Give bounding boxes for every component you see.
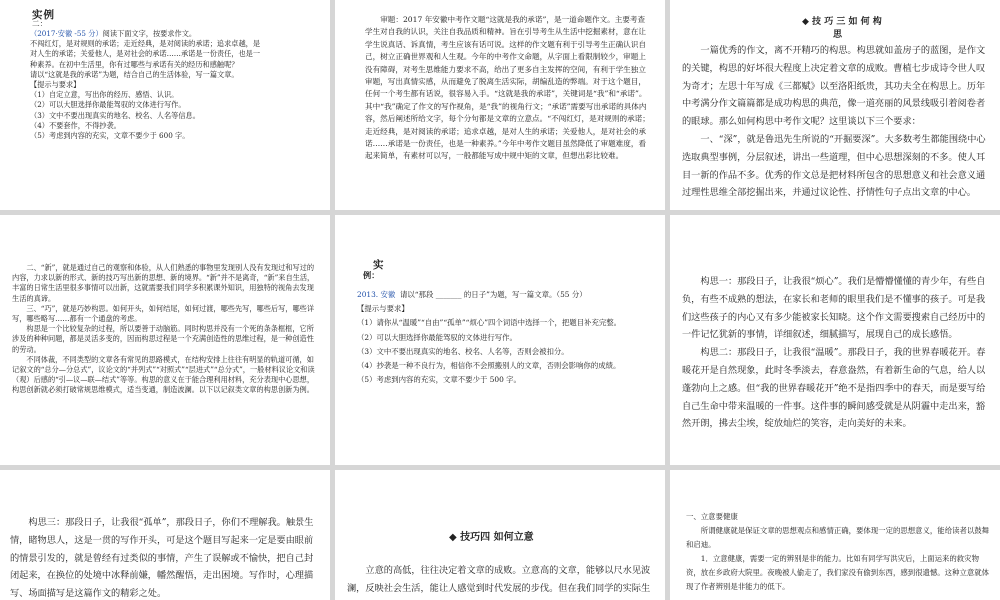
page-5-heading-2: 例： [363, 270, 380, 280]
page-4-paragraph: 不同体裁，不同类型的文章各有常见的思路模式，在结构安排上往往有明显的轨道可循，如记叙文的“总分—分总式”，议论文的“并列式”“对照式”“层进式”“总分式”，一般材料议论文和读（观）后感的“引—议—联—结式”等等。构思的意义在于能合理利用材料，充分表现中心思想，构思创新就必须打破常规思维模式，适当变通，制造波澜。以下以记叙类文章的构思创新为例。 [12, 354, 315, 395]
page-1-source: （2017·安徽 -55 分） [30, 29, 103, 38]
page-8 [335, 470, 665, 600]
page-1-tip: （5）考虑到内容的充实，文章不要少于 600 字。 [30, 131, 190, 141]
page-1 [0, 0, 330, 210]
page-6-paragraph: 构思一：那段日子，让我很“烦心”。我们是懵懵懂懂的青少年，有些自负，有些不成熟的想法，在家长和老师的眼里我们是不懂事的孩子。可是我们这些孩子的内心又有多少能被家长知晓。这个作文需要搜索自己经历中的一件记忆犹新的事情，详细叙述，细腻描写，展现自己的成长感悟。 [682, 276, 986, 341]
page-8-paragraph: 立意的高低，往往决定着文章的成败。立意高的文章，能够以尺水见波澜，反映社会生活，能让人感觉到时代发展的步伐。但在我们同学的实际生 [347, 565, 651, 594]
page-3-paragraph: 一篇优秀的作文，离不开精巧的构思。构思就如盖房子的蓝图，是作文的关键，构思的好坏很大程度上决定着文章的成败。曹植七步成诗令世人叹为奇才；左思十年写成《三都赋》以至洛阳纸贵，其功夫全在构思上。历年中考满分作文篇篇都是成功构思的典范，像一道亮丽的风景线吸引着阅卷者的眼球。那么如何构思中考作文呢？这里谈以下三个要求： [682, 45, 986, 128]
page-1-heading: 实例 [32, 9, 55, 21]
page-6 [670, 215, 1000, 465]
page-1-tip: （4）不要套作，不得抄袭。 [30, 120, 121, 130]
page-5 [335, 215, 665, 465]
page-4-paragraph: 二、“新”，就是通过自己的观察和体验，从人们熟悉的事物里发现别人没有发现过和写过的内容，力求以新的形式、新的技巧写出新的思想、新的境界。“新”并不是离奇，“新”来自生活，丰富的日常生活里很多事情可以出新，这就需要我们同学多积累课外知识，用独特的视角去发现生活的真谛。 [12, 263, 315, 303]
page-5-tip: （4）抄袭是一种不良行为，相信你不会照搬别人的文章，否则会影响你的成绩。 [357, 361, 621, 371]
page-1-tip: （3）文中不要出现真实的地名、校名、人名等信息。 [30, 110, 200, 120]
page-1-heading-2: 二： [32, 19, 48, 28]
page-5-tip: （2）可以大胆选择你最能驾驭的文体进行写作。 [357, 332, 517, 342]
page-5-tips-title: 【提示与要求】 [357, 304, 409, 314]
page-9-paragraph: 1．立意健康，需要一定的辨别是非的能力。比如有同学写洪灾后，上面运来的救灾物资，放在乡政府大院里。夜晚被人偷走了，我们家没有偷到东西，感到很遗憾。这种立意就体现了作者辨别是非能力的低下。 [686, 554, 990, 591]
page-3-paragraph: 一、“深”，就是鲁迅先生所说的“开掘要深”。大多数考生都能围绕中心选取典型事例，分层叙述，讲出一些道理，但中心思想深刻的不多。使人耳目一新的作品不多。优秀的作文总是把材料所包含的思想意义和社会意义通过理性思维全部挖掘出来，并通过议论性、抒情性句子点出文章的中心。 [682, 133, 986, 199]
page-5-prompt: 请以“那段 _______ 的日子”为题，写一篇文章。（55 分） [400, 290, 587, 299]
page-1-tip: （1）自定立意，写出你的经历、感悟、认识。 [30, 90, 179, 100]
page-9 [670, 470, 1000, 600]
page-1-tip: （2）可以大胆选择你最能驾驭的文体进行写作。 [30, 100, 186, 110]
page-1-tips-title: 【提示与要求】 [30, 80, 81, 90]
page-5-source: 2013. 安徽 [357, 290, 396, 299]
page-5-tip: （1）请你从“温暖”“自由”“孤单”“烦心”四个词语中选择一个，把题目补充完整。 [357, 318, 622, 328]
page-3 [670, 0, 1000, 210]
page-7-paragraph: 构思三：那段日子，让我很“孤单”，那段日子，你们不理解我。触景生情，睹物思人，这是一贯的写作开头，可是这个题目写起来一定是要由眼前的情景引发的，就是曾经有过类似的事情，产生了误解或不愉快，把自己封闭起来，在换位的处境中冰释前嫌，幡然醒悟，走出困境。写作时，心理描写、场面描写是这篇作文的精彩之处。 [10, 517, 314, 600]
page-9-title: 一、立意要健康 [686, 512, 738, 521]
page-1-body-line: 不闯红灯，是对规则的承诺；走近经典，是对阅读的承诺；追求卓越，是 [30, 39, 261, 49]
page-5-tip: （5）考虑到内容的充实，文章不要少于 500 字。 [357, 375, 521, 385]
page-2 [335, 0, 665, 210]
page-1-body-line: 对人生的承诺；关爱他人，是对社会的承诺……承诺是一份责任，也是一 [30, 49, 261, 59]
page-8-title: ◆ 技巧四 如何立意 [449, 532, 534, 543]
page-4-paragraph: 构思是一个比较复杂的过程，所以要善于动脑筋。同时构思并没有一个死的条条框框，它所涉及的种种问题，都是灵活多变的，因而构思过程是一个充满创造性的思维过程，是一种创造性的劳动。 [12, 324, 314, 354]
page-2-paragraph: 审题：2017 年安徽中考作文题“这就是我的承诺”，是一道命题作文。主要考查学生对自我的认识，关注自我品质和精神。旨在引导考生从生活中挖掘素材，意在让学生说真话、诉真情，考生应该有话可说。这样的作文题有利于引导考生正确认识自己，树立正确世界观和人生观。今年的中考作文命题，从字面上看限制较少，审题上没有障碍，对考生思维能力要求不高，给出了更多自主发挥的空间，有利于学生独立审题，写出真情实感，从而避免了脱离生活实际，胡编乱造的弊端。对于这个题目，任何一个考生都有话说，很容易入手。“这就是我的承诺”，关键词是“我”和“承诺”。其中“我”确定了作文的写作视角，是“我”的视角行文；“承诺”需要写出承诺的具体内容，然后阐述所给文字，每个分句都是文章的立意点。“不闯红灯，是对规则的承诺；走近经典，是对阅读的承诺；追求卓越，是对人生的承诺；关爱他人，是对社会的承诺……承诺是一份责任，也是一种素养。”今年中考作文题目虽然降低了审题难度，看起来简单，有素材可以写，一般都能写成中规中矩的文章，但想出彩比较难。 [365, 15, 650, 161]
page-3-title-2: 思 [833, 30, 843, 40]
page-7 [0, 470, 330, 600]
page-1-body-line: 请以“这就是我的承诺”为题，结合自己的生活体验，写一篇文章。 [30, 69, 239, 79]
page-1-body-line: 种素养。在初中生活里，你有过哪些与承诺有关的经历和感触呢？ [30, 59, 239, 69]
page-6-paragraph: 构思二：那段日子，让我很“温暖”。那段日子，我的世界春暖花开。春暖花开是自然现象，此时冬季淡去，春意盎然，有着新生命的气息，给人以蓬勃向上之感。但“我的世界春暖花开”绝不是指四季中的春天，而是要写给自己生命中带来温暖的一件事。这件事的瞬间感受就是从阴霾中走出来，豁然开朗，拂去尘埃，绽放灿烂的笑容，走向美好的未来。 [682, 347, 986, 430]
page-5-tip: （3）文中不要出现真实的地名、校名、人名等，否则会被扣分。 [357, 346, 569, 356]
page-4 [0, 215, 330, 465]
page-5-heading: 实 [373, 259, 385, 271]
page-4-paragraph: 三、“巧”，就是巧妙构思。如何开头，如何结尾，如何过渡，哪些先写，哪些后写，哪些详写，哪些略写……都有一个通盘的考虑。 [12, 303, 315, 324]
page-3-title: ◆ 技 巧 三 如 何 构 [802, 17, 882, 27]
page-1-instruction: 阅读下面文字，按要求作文。 [102, 29, 197, 38]
page-9-paragraph: 所谓健康就是保证文章的思想观点和感情正确，要体现一定的思想意义，能给读者以鼓舞和启迪。 [686, 526, 990, 549]
